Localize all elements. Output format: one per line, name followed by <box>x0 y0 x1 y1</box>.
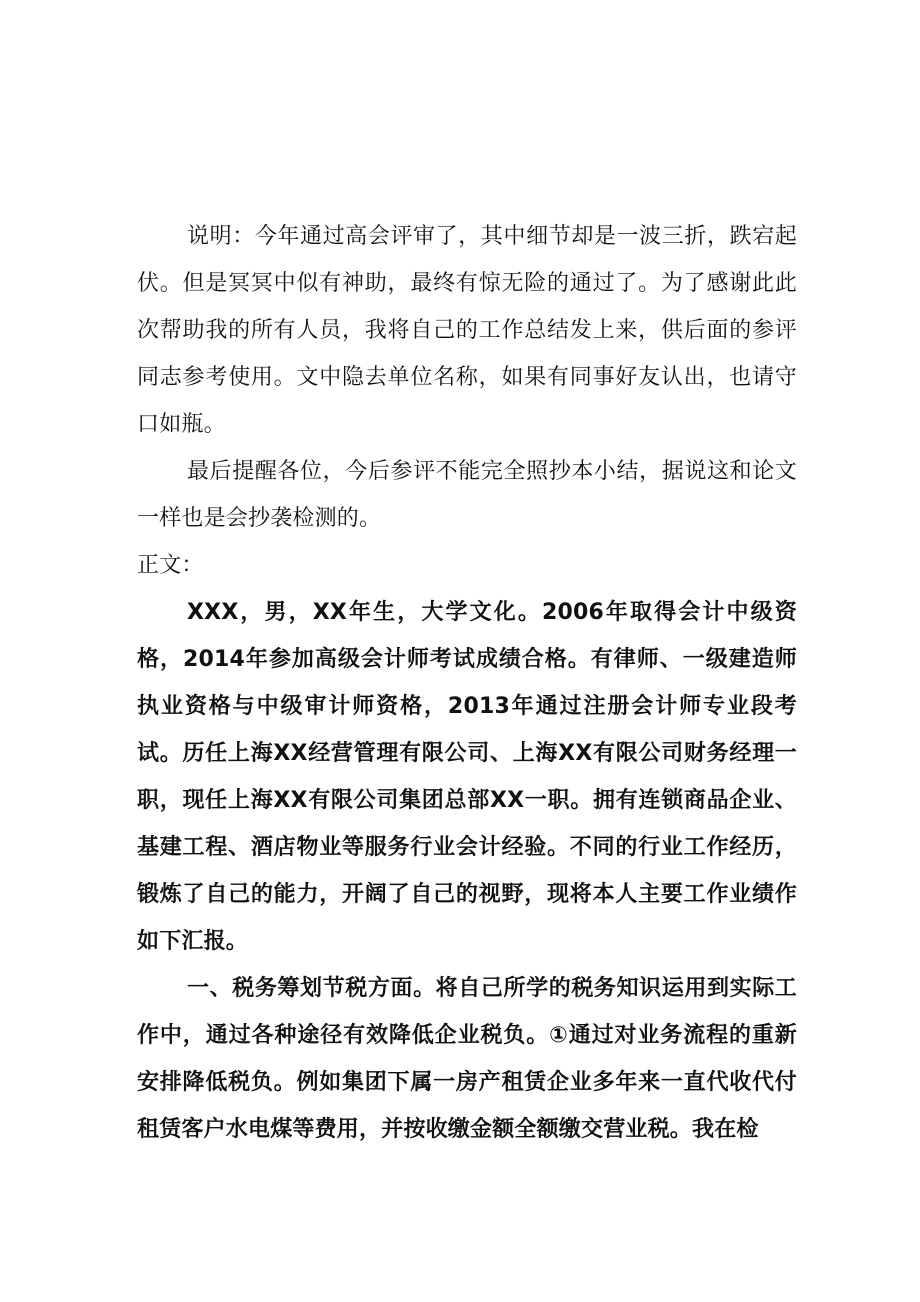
note-paragraph-1: 说明：今年通过高会评审了，其中细节却是一波三折，跌宕起伏。但是冥冥中似有神助，最终有惊无险的通过了。为了感谢此此次帮助我的所有人员，我将自己的工作总结发上来，供后面的参评同志参考使用。文中隐去单位名称，如果有同事好友认出，也请守口如瓶。 <box>137 224 797 437</box>
note-paragraph-2: 最后提醒各位，今后参评不能完全照抄本小结，据说这和论文一样也是会抄袭检测的。 <box>137 459 797 531</box>
body-paragraph-tax-planning: 一、税务筹划节税方面。将自己所学的税务知识运用到实际工作中，通过各种途径有效降低企业税负。①通过对业务流程的重新安排降低税负。例如集团下属一房产租赁企业多年来一直代收代付租赁客户水电煤等费用，并按收缴金额全额缴交营业税。我在检 <box>137 976 797 1142</box>
section-label: 正文： <box>137 553 204 578</box>
body-paragraph-profile: XXX，男，XX年生，大学文化。2006年取得会计中级资格，2014年参加高级会计师考试成绩合格。有律师、一级建造师执业资格与中级审计师资格，2013年通过注册会计师专业段考试。历任上海XX经营管理有限公司、上海XX有限公司财务经理一职，现任上海XX有限公司集团总部XX一职。拥有连锁商品企业、基建工程、酒店物业等服务行业会计经验。不同的行业工作经历，锻炼了自己的能力，开阔了自己的视野，现将本人主要工作业绩作如下汇报。 <box>137 600 797 954</box>
body-text <box>137 589 797 1153</box>
document-content <box>137 213 797 1153</box>
